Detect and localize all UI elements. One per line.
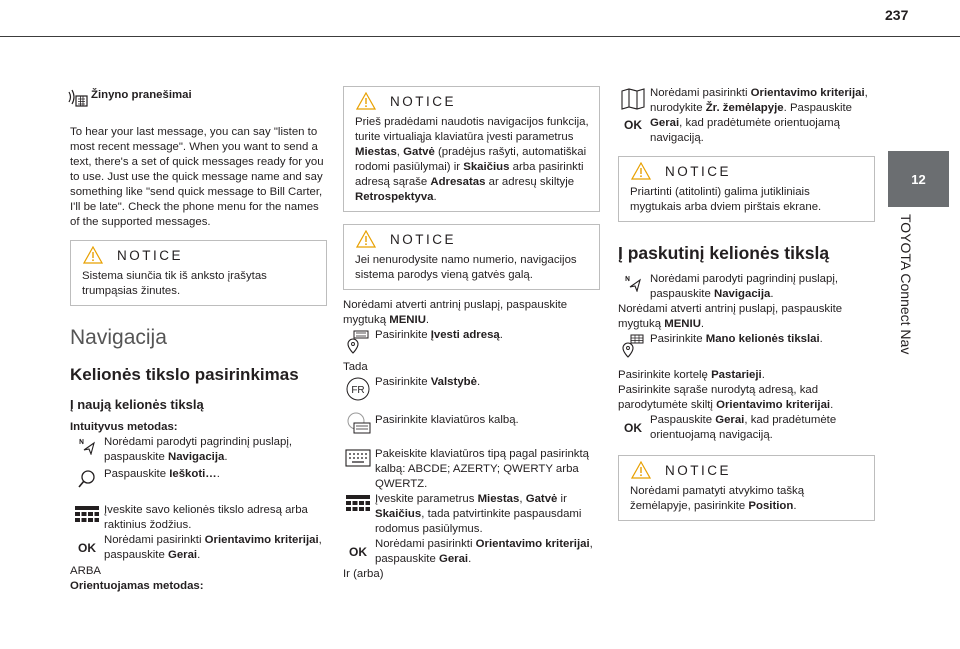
menu-paragraph: Norėdami atverti antrinį puslapį, paspauskite mygtuką MENIU. bbox=[343, 299, 568, 326]
step-navigation: Norėdami parodyti pagrindinį puslapį, paspauskite Navigacija. bbox=[650, 273, 839, 300]
ok-icon: OK bbox=[349, 545, 367, 559]
notice-box bbox=[70, 240, 327, 306]
step-enter-address: Įveskite savo kelionės tikslo adresą arba raktinius žodžius. bbox=[104, 504, 308, 531]
voice-command-icon bbox=[67, 86, 91, 113]
header-divider bbox=[0, 36, 960, 37]
chapter-tab-number[interactable]: 12 bbox=[888, 151, 949, 207]
warning-icon bbox=[631, 461, 651, 479]
country-code-text: FR bbox=[351, 385, 365, 396]
notice-box bbox=[618, 455, 875, 521]
notice-text: Jei nenurodysite namo numerio, navigacijos sistema parodys vieną gatvės galą. bbox=[355, 254, 577, 281]
step-keyboard-type: Pakeiskite klaviatūros tipą pagal pasirinktą kalbą: ABCDE; AZERTY; QWERTY arba QWERTZ. bbox=[375, 448, 590, 490]
keyboard-type-icon bbox=[341, 447, 375, 467]
notice-label: NOTICE bbox=[390, 231, 457, 247]
short-messages-body: To hear your last message, you can say "listen to most recent message". When you want to send a text, there's a set of quick messages ready for you to use. Just use the quick message name and say something like "send quick message to Bill Carter, I'll be late". Check the phone menu for the names of the supported messages. bbox=[70, 126, 324, 228]
route-selection-heading: Kelionės tikslo pasirinkimas bbox=[70, 365, 299, 384]
recent-tab-paragraph: Pasirinkite kortelę Pastarieji. bbox=[618, 369, 765, 381]
notice-text: Prieš pradėdami naudotis navigacijos funkcija, turite virtualiąja klaviatūra įvesti parametrus Miestas, Gatvė (pradėjus rašyti, automatiškai rodomi pasiūlymai) ir Skaičius arba pasirinkti adresą sąraše Adresatas ar adresų skiltyje Retrospektyva. bbox=[355, 116, 589, 203]
keyboard-icon bbox=[70, 503, 104, 525]
notice-box bbox=[618, 156, 875, 222]
notice-box bbox=[343, 86, 600, 212]
step-country: Pasirinkite Valstybė. bbox=[375, 376, 481, 388]
notice-label: NOTICE bbox=[117, 247, 184, 263]
step-enter-parameters: Įveskite parametrus Miestas, Gatvė ir Skaičius, tada patvirtinkite paspausdami rodomus pasiūlymus. bbox=[375, 493, 582, 535]
notice-box bbox=[343, 224, 600, 290]
step-enter-address: Pasirinkite Įvesti adresą. bbox=[375, 329, 503, 341]
ok-icon: OK bbox=[78, 541, 96, 555]
keyboard-language-icon bbox=[341, 409, 375, 435]
navigation-icon bbox=[70, 435, 104, 455]
notice-label: NOTICE bbox=[390, 93, 457, 109]
my-destinations-icon bbox=[616, 332, 650, 358]
step-my-destinations: Pasirinkite Mano kelionės tikslai. bbox=[650, 333, 823, 345]
short-messages-title: Žinyno pranešimai bbox=[91, 89, 192, 101]
then-label: Tada bbox=[343, 361, 368, 373]
country-icon bbox=[341, 375, 375, 401]
ok-icon: OK bbox=[624, 118, 642, 132]
step-navigation: Norėdami parodyti pagrindinį puslapį, paspauskite Navigacija. bbox=[104, 436, 293, 463]
section-heading-navigation: Navigacija bbox=[70, 326, 167, 349]
step-view-on-map: Norėdami pasirinkti Orientavimo kriterijai, nurodykite Žr. žemėlapyje. Paspauskite Gerai, kad pradėtumėte orientuojamą navigaciją. bbox=[650, 87, 868, 144]
chapter-title: TOYOTA Connect Nav bbox=[898, 214, 914, 355]
step-search: Paspauskite Ieškoti…. bbox=[104, 468, 220, 480]
notice-label: NOTICE bbox=[665, 462, 732, 478]
guided-method-label: Orientuojamas metodas: bbox=[70, 580, 204, 592]
step-start-guidance: Paspauskite Gerai, kad pradėtumėte orientuojamą navigaciją. bbox=[650, 414, 837, 441]
menu-paragraph: Norėdami atverti antrinį puslapį, paspauskite mygtuką MENIU. bbox=[618, 303, 843, 330]
warning-icon bbox=[631, 162, 651, 180]
select-address-paragraph: Pasirinkite sąraše nurodytą adresą, kad parodytumėte skiltį Orientavimo kriterijai. bbox=[618, 384, 834, 411]
and-or-label: Ir (arba) bbox=[343, 568, 384, 580]
map-and-ok-icons bbox=[616, 86, 650, 133]
warning-icon bbox=[356, 230, 376, 248]
notice-text: Norėdami pamatyti atvykimo tašką žemėlapyje, pasirinkite Position. bbox=[630, 485, 805, 512]
map-icon bbox=[621, 88, 645, 110]
ok-icon: OK bbox=[624, 421, 642, 435]
intuitive-method-label: Intuityvus metodas: bbox=[70, 421, 178, 433]
warning-icon bbox=[83, 246, 103, 264]
warning-icon bbox=[356, 92, 376, 110]
address-icon bbox=[341, 328, 375, 354]
step-route-criteria: Norėdami pasirinkti Orientavimo kriterijai, paspauskite Gerai. bbox=[104, 534, 322, 561]
keyboard-icon bbox=[341, 492, 375, 514]
new-destination-heading: Į naują kelionės tikslą bbox=[70, 397, 204, 412]
column-3 bbox=[618, 86, 876, 521]
column-2 bbox=[343, 86, 601, 582]
step-route-criteria: Norėdami pasirinkti Orientavimo kriterijai, paspauskite Gerai. bbox=[375, 538, 593, 565]
or-label: ARBA bbox=[70, 565, 102, 577]
navigation-icon bbox=[616, 272, 650, 292]
last-destination-heading: Į paskutinį kelionės tikslą bbox=[618, 243, 830, 263]
notice-text: Priartinti (atitolinti) galima jutikliniais mygtukais arba dviem pirštais ekrane. bbox=[630, 186, 822, 213]
column-1 bbox=[70, 86, 328, 594]
notice-text: Sistema siunčia tik iš anksto įrašytas trumpąsias žinutes. bbox=[82, 270, 267, 297]
page-number: 237 bbox=[885, 7, 909, 23]
search-icon bbox=[70, 467, 104, 489]
notice-label: NOTICE bbox=[665, 163, 732, 179]
step-keyboard-language: Pasirinkite klaviatūros kalbą. bbox=[375, 414, 519, 426]
